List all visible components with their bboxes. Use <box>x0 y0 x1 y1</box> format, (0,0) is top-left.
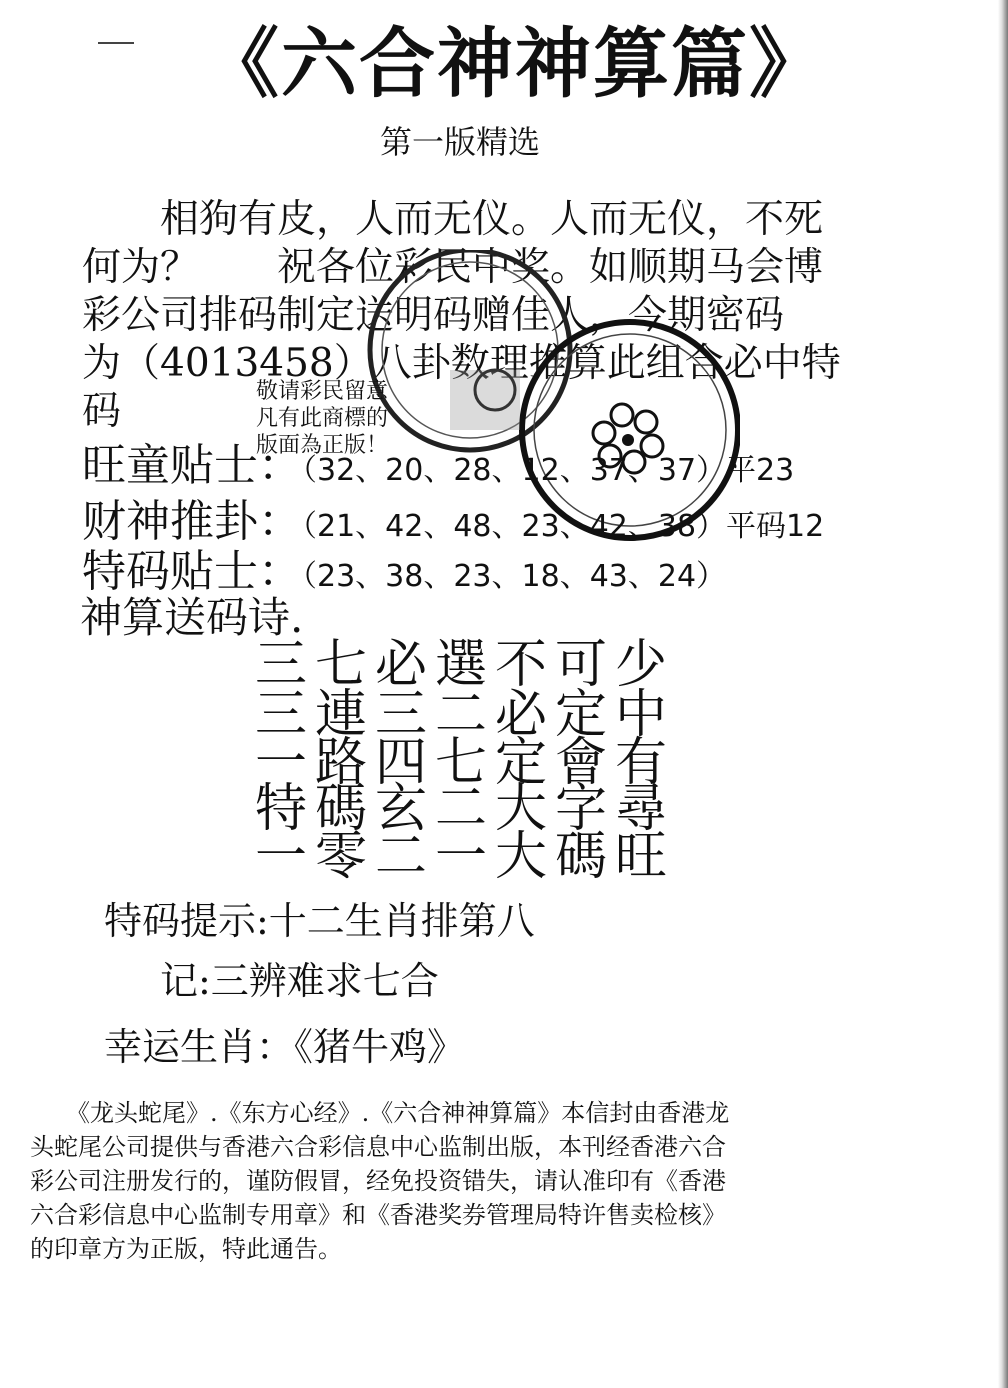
intro-line: 何为？ 祝各位彩民中奖。如顺期马会博 <box>82 245 824 290</box>
intro-line: 相狗有皮，人而无仪。人而无仪，不死 <box>82 197 824 242</box>
special-hint: 特码提示:十二生肖排第八 <box>104 899 535 943</box>
tip-label: 旺童贴士： <box>82 440 302 491</box>
page-subtitle: 第一版精选 <box>380 123 541 161</box>
stamp-note-line: 敬请彩民留意 <box>256 379 389 404</box>
intro-line: 码 <box>82 389 122 434</box>
notice-line: 的印章方为正版，特此通告。 <box>30 1235 342 1263</box>
tip-row <box>82 440 794 497</box>
notice-line: 彩公司注册发行的，谨防假冒，经免投资错失，请认准印有《香港 <box>30 1167 726 1195</box>
tip-value: （32、20、28、12、37、37）平23 <box>302 453 795 488</box>
scan-edge <box>998 0 1008 1388</box>
stamp-note-line: 凡有此商標的 <box>256 406 389 431</box>
lucky-zodiac: 幸运生肖：《猪牛鸡》 <box>104 1025 466 1069</box>
poem-line: 一零二一大碼旺 <box>255 827 676 887</box>
notice-line: 《龙头蛇尾》.《东方心经》.《六合神神算篇》本信封由香港龙 <box>30 1099 730 1127</box>
poem-line: 特碼玄二大字尋 <box>255 779 676 839</box>
poem-line: 一路四七定會有 <box>255 733 676 793</box>
poem-title: 神算送码诗. <box>80 593 304 642</box>
intro-line: 彩公司排码制定送明码赠佳人，今期密码 <box>82 293 785 338</box>
poem-line: 三連三二必定中 <box>255 685 676 745</box>
notice-line: 六合彩信息中心监制专用章》和《香港奖券管理局特许售卖检核》 <box>30 1201 726 1229</box>
memo-hint: 记:三辨难求七合 <box>160 959 439 1003</box>
tip-label: 财神推卦： <box>82 496 302 547</box>
tip-label: 特码贴士： <box>82 546 302 597</box>
tip-value: （23、38、23、18、43、24） <box>302 559 727 594</box>
stamp-note-line: 版面為正版！ <box>256 433 389 458</box>
poem-line: 三七必選不可少 <box>255 635 676 695</box>
intro-line: 为（4013458）八卦数理推算此组合必中特 <box>82 341 841 386</box>
notice-line: 头蛇尾公司提供与香港六合彩信息中心监制出版，本刊经香港六合 <box>30 1133 726 1161</box>
tip-row <box>82 496 824 553</box>
page-title: 《六合神神算篇》 <box>203 19 827 108</box>
tip-value: （21、42、48、23、42、38）平码12 <box>302 509 825 544</box>
publisher-notice <box>30 1096 930 1266</box>
